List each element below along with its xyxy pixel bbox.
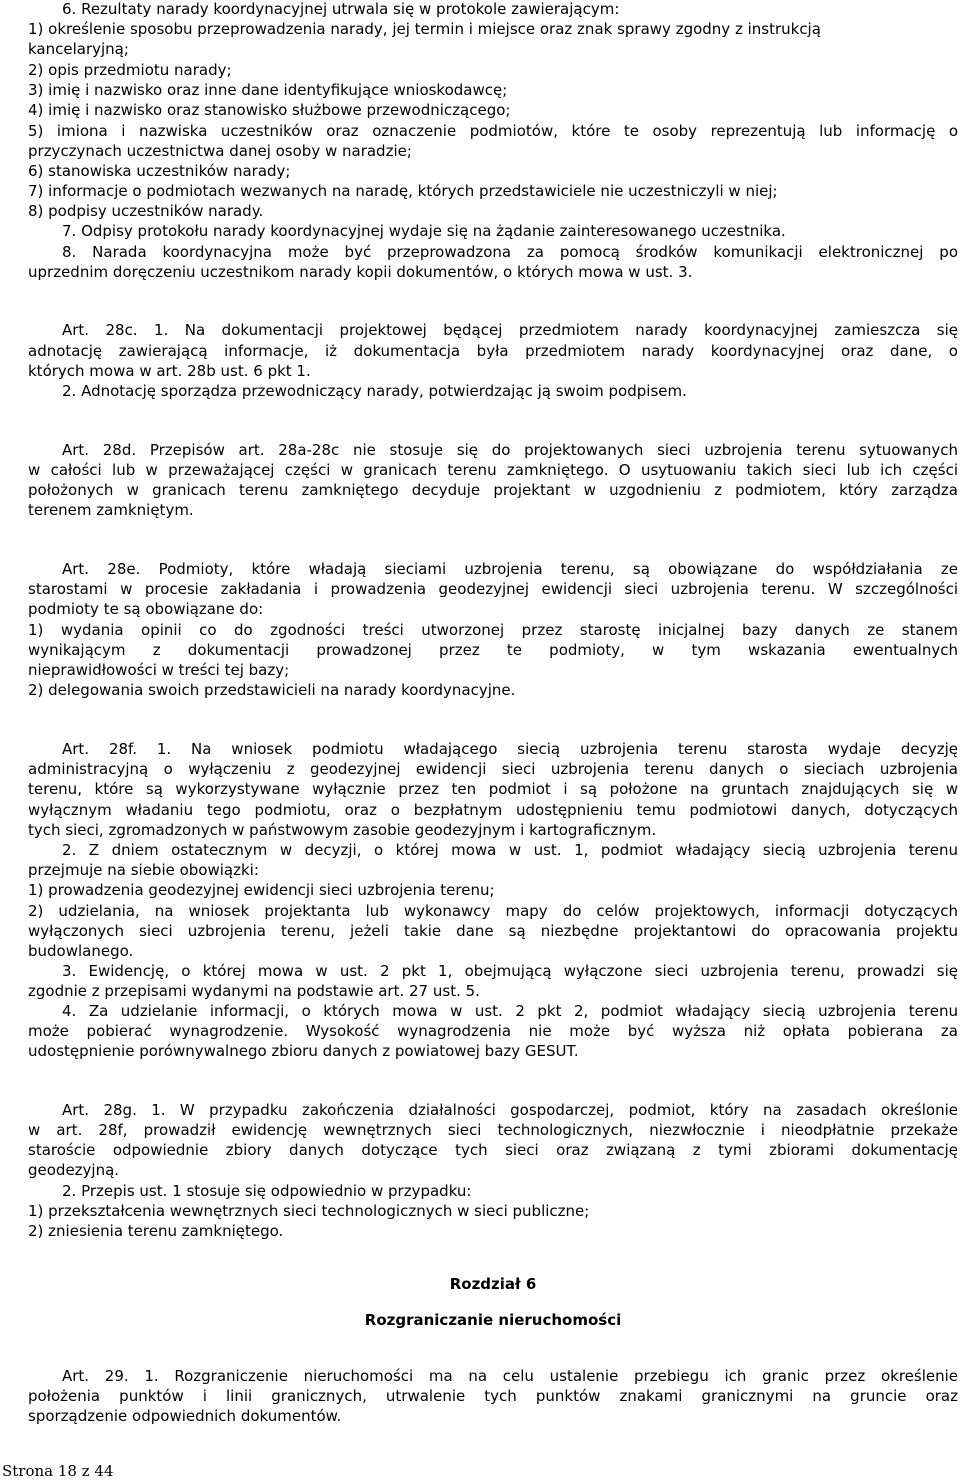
text-line: których mowa w art. 28b ust. 6 pkt 1. bbox=[28, 362, 311, 380]
text-line: Art. 28g. 1. W przypadku zakończenia działalności gospodarczej, podmiot, który na zasadach określonie bbox=[62, 1101, 958, 1119]
text-line: 4. Za udzielanie informacji, o których mowa w ust. 2 pkt 2, podmiot władający siecią uzbrojenia terenu bbox=[62, 1002, 958, 1020]
text-line: uprzednim doręczeniu uczestnikom narady kopii dokumentów, o których mowa w ust. 3. bbox=[28, 263, 693, 281]
page-footer: Strona 18 z 44 bbox=[2, 1462, 114, 1480]
text-line: zgodnie z przepisami wydanymi na podstawie art. 27 ust. 5. bbox=[28, 982, 480, 1000]
text-line: kancelaryjną; bbox=[28, 40, 129, 58]
text-line: Art. 28d. Przepisów art. 28a-28c nie stosuje się do projektowanych sieci uzbrojenia terenu sytuowanych bbox=[62, 441, 958, 459]
text-line: przejmuje na siebie obowiązki: bbox=[28, 861, 259, 879]
text-line: 2) zniesienia terenu zamkniętego. bbox=[28, 1222, 284, 1240]
text-line: położonych w granicach terenu zamkniętego decyduje projektant w uzgodnieniu z podmiotem, który zarządza bbox=[28, 481, 958, 499]
text-line: terenem zamkniętym. bbox=[28, 501, 194, 519]
text-line: 3) imię i nazwisko oraz inne dane identyfikujące wnioskodawcę; bbox=[28, 81, 508, 99]
text-line: administracyjną o wyłączeniu z geodezyjnej ewidencji sieci uzbrojenia terenu danych o sieciach uzbrojenia bbox=[28, 760, 958, 778]
text-line: 2. Z dniem ostatecznym w decyzji, o której mowa w ust. 1, podmiot władający siecią uzbrojenia terenu bbox=[62, 841, 958, 859]
text-line: Rozgraniczanie nieruchomości bbox=[364, 1311, 622, 1329]
text-line: Art. 28c. 1. Na dokumentacji projektowej będącej przedmiotem narady koordynacyjnej zamieszcza się bbox=[62, 321, 958, 339]
text-line: udostępnienie porównywalnego zbioru danych z powiatowej bazy GESUT. bbox=[28, 1042, 579, 1060]
text-line: Art. 28f. 1. Na wniosek podmiotu władającego siecią uzbrojenia terenu starosta wydaje decyzję bbox=[62, 740, 958, 758]
text-line: 6. Rezultaty narady koordynacyjnej utrwala się w protokole zawierającym: bbox=[62, 0, 620, 18]
text-line: wyłącznym władaniu tego podmiotu, oraz o bezpłatnym udostępnieniu temu podmiotowi danych, dotyczących bbox=[28, 801, 958, 819]
text-line: wynikającym z dokumentacji prowadzonej przez te podmioty, w tym wskazania ewentualnych bbox=[28, 641, 958, 659]
text-line: 2) delegowania swoich przedstawicieli na narady koordynacyjne. bbox=[28, 681, 516, 699]
text-line: wyłączonych sieci uzbrojenia terenu, jeżeli takie dane są niezbędne projektantowi do opracowania projektu bbox=[28, 922, 958, 940]
text-line: 2. Adnotację sporządza przewodniczący narady, potwierdzając ją swoim podpisem. bbox=[62, 382, 687, 400]
text-line: Rozdział 6 bbox=[449, 1275, 537, 1293]
text-line: 2) udzielania, na wniosek projektanta lub wykonawcy mapy do celów projektowych, informacji dotyczących bbox=[28, 902, 958, 920]
text-line: 8. Narada koordynacyjna może być przeprowadzona za pomocą środków komunikacji elektronicznej po bbox=[62, 243, 958, 261]
text-line: w art. 28f, prowadził ewidencję wewnętrznych sieci technologicznych, niezwłocznie i nieodpłatnie przekaże bbox=[28, 1121, 958, 1139]
text-line: 2) opis przedmiotu narady; bbox=[28, 61, 232, 79]
text-line: przyczynach uczestnictwa danej osoby w naradzie; bbox=[28, 142, 412, 160]
text-line: 5) imiona i nazwiska uczestników oraz oznaczenie podmiotów, które te osoby reprezentują lub informację o bbox=[28, 122, 958, 140]
text-line: położenia punktów i linii granicznych, utrwalenie tych punktów znakami granicznymi na gruncie oraz bbox=[28, 1387, 958, 1405]
text-line: Art. 28e. Podmioty, które władają sieciami uzbrojenia terenu, są obowiązane do współdziałania ze bbox=[62, 560, 958, 578]
text-line: terenu, które są wykorzystywane wyłącznie przez ten podmiot i są położone na gruntach znajdujących się w bbox=[28, 780, 958, 798]
text-line: 1) przekształcenia wewnętrznych sieci technologicznych w sieci publiczne; bbox=[28, 1202, 590, 1220]
text-line: Art. 29. 1. Rozgraniczenie nieruchomości ma na celu ustalenie przebiegu ich granic przez określenie bbox=[62, 1367, 958, 1385]
text-line: podmioty te są obowiązane do: bbox=[28, 600, 264, 618]
text-line: może pobierać wynagrodzenie. Wysokość wynagrodzenia nie może być wyższa niż opłata pobierana za bbox=[28, 1022, 958, 1040]
text-line: starostami w procesie zakładania i prowadzenia geodezyjnej ewidencji sieci uzbrojenia terenu. W szczególności bbox=[28, 580, 958, 598]
text-line: budowlanego. bbox=[28, 942, 134, 960]
text-line: 8) podpisy uczestników narady. bbox=[28, 202, 264, 220]
text-line: 7. Odpisy protokołu narady koordynacyjnej wydaje się na żądanie zainteresowanego uczestnika. bbox=[62, 222, 786, 240]
text-line: nieprawidłowości w treści tej bazy; bbox=[28, 661, 290, 679]
text-line: staroście odpowiednie zbiory danych dotyczące tych sieci oraz związaną z tymi zbiorami dokumentację bbox=[28, 1141, 958, 1159]
text-line: 1) określenie sposobu przeprowadzenia narady, jej termin i miejsce oraz znak sprawy zgodny z instrukcją bbox=[28, 20, 821, 38]
text-line: 7) informacje o podmiotach wezwanych na naradę, których przedstawiciele nie uczestniczyli w niej; bbox=[28, 182, 778, 200]
text-line: w całości lub w przeważającej części w granicach terenu zamkniętego. O usytuowaniu takich sieci lub ich części bbox=[28, 461, 958, 479]
text-line: tych sieci, zgromadzonych w państwowym zasobie geodezyjnym i kartograficznym. bbox=[28, 821, 657, 839]
text-line: geodezyjną. bbox=[28, 1161, 120, 1179]
text-line: 1) wydania opinii co do zgodności treści utworzonej przez starostę inicjalnej bazy danych ze stanem bbox=[28, 621, 958, 639]
text-line: sporządzenie odpowiednich dokumentów. bbox=[28, 1407, 342, 1425]
text-line: 3. Ewidencję, o której mowa w ust. 2 pkt 1, obejmującą wyłączone sieci uzbrojenia terenu, prowadzi się bbox=[62, 962, 958, 980]
text-line: 2. Przepis ust. 1 stosuje się odpowiednio w przypadku: bbox=[62, 1182, 472, 1200]
text-line: 1) prowadzenia geodezyjnej ewidencji sieci uzbrojenia terenu; bbox=[28, 881, 495, 899]
text-line: 6) stanowiska uczestników narady; bbox=[28, 162, 291, 180]
text-line: adnotację zawierającą informacje, iż dokumentacja była przedmiotem narady koordynacyjnej oraz dane, o bbox=[28, 342, 958, 360]
text-line: 4) imię i nazwisko oraz stanowisko służbowe przewodniczącego; bbox=[28, 101, 511, 119]
